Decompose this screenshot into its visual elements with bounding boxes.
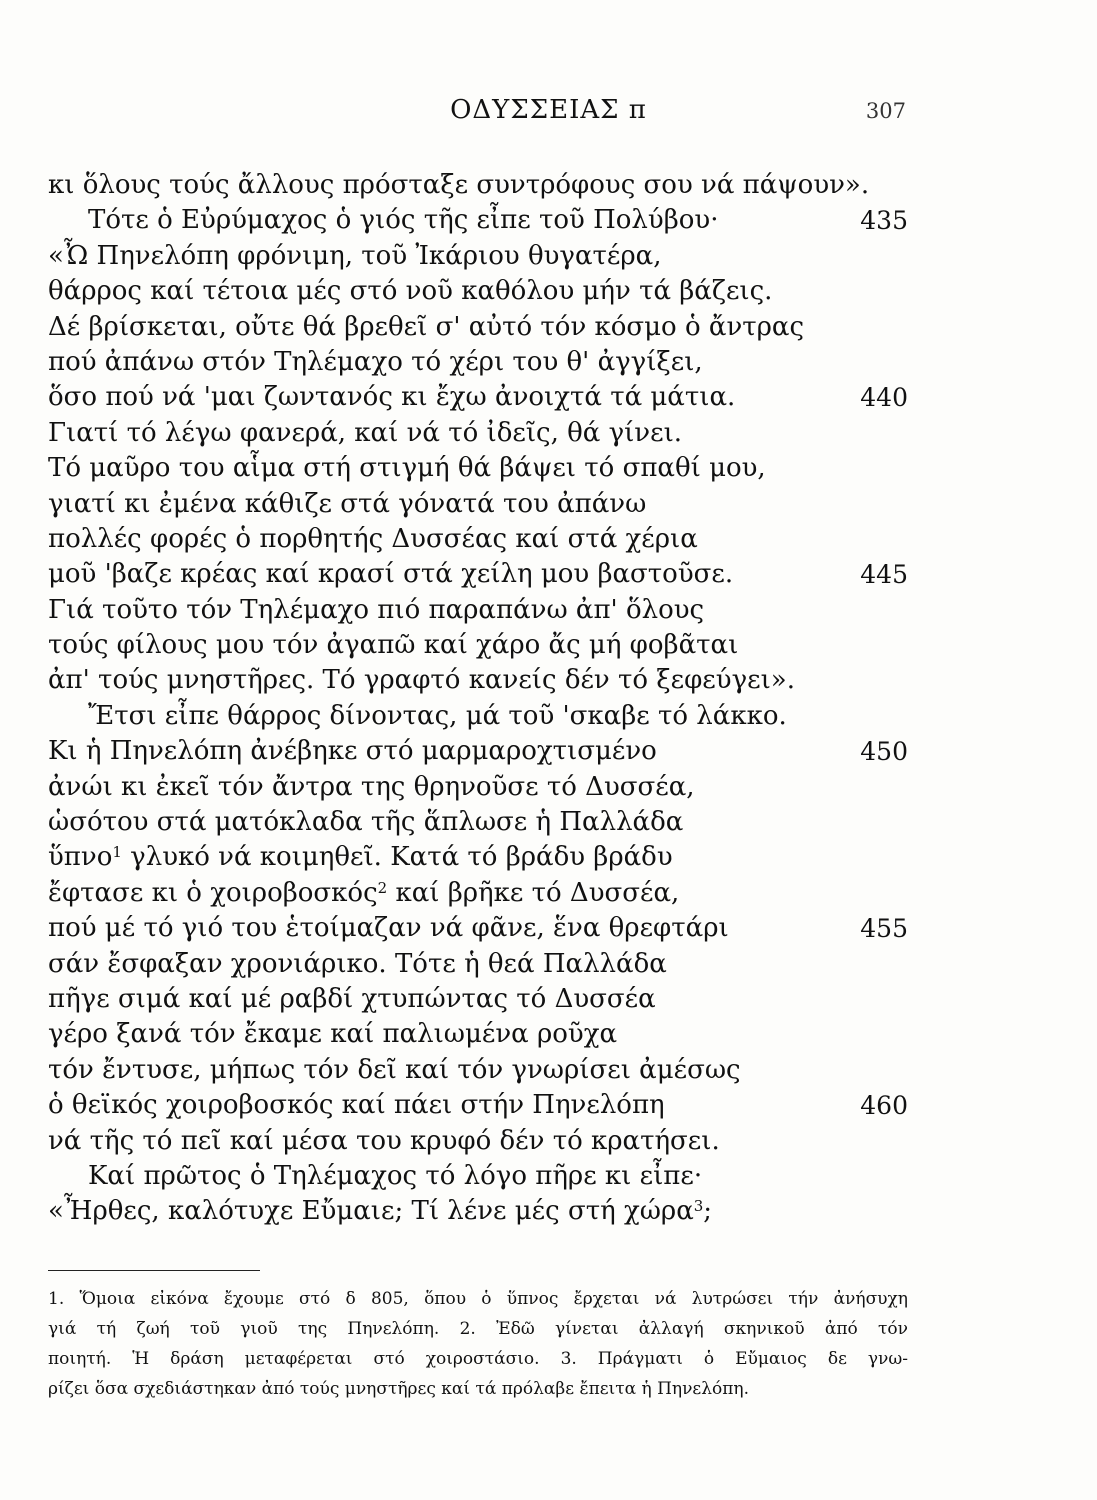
verse-line xyxy=(48,699,908,734)
verse-line xyxy=(48,1159,908,1194)
verse-text-continuation: γλυκό νά κοιμηθεῖ. Κατά τό βράδυ βράδυ xyxy=(121,842,673,873)
verse-text-main: «Ἦρθες, καλότυχε Εὔμαιε; Τί λένε μές στή χώρα xyxy=(48,1196,694,1227)
line-number: 435 xyxy=(860,206,908,236)
verse-line xyxy=(48,628,908,663)
verse-text-main: σάν ἔσφαξαν χρονιάρικο. Τότε ἡ θεά Παλλάδα xyxy=(48,948,667,979)
verse-text xyxy=(48,807,683,837)
verse-text-main: ὡσότου στά ματόκλαδα τῆς ἅπλωσε ἡ Παλλάδα xyxy=(48,807,684,838)
verse-text xyxy=(48,1055,741,1085)
verse-line xyxy=(48,1053,908,1088)
verse-text-main: Γιά τοῦτο τόν Τηλέμαχο πιό παραπάνω ἀπ' ὅλους xyxy=(48,594,705,625)
verse-text xyxy=(48,1196,712,1226)
page-title: ΟΔΥΣΣΕΙΑΣ π xyxy=(450,95,647,125)
line-number: 455 xyxy=(860,914,908,944)
verse-text-main: Καί πρῶτος ὁ Τηλέμαχος τό λόγο πῆρε κι εἶπε· xyxy=(88,1160,703,1191)
verse-line xyxy=(48,451,908,486)
verse-text-main: νά τῆς τό πεῖ καί μέσα του κρυφό δέν τό κρατήσει. xyxy=(48,1125,720,1156)
running-head xyxy=(0,95,1097,131)
verse-text-main: ἀπ' τούς μνηστῆρες. Τό γραφτό κανείς δέν τό ξεφεύγει». xyxy=(48,665,795,696)
footnote-line: ρίζει ὅσα σχεδιάστηκαν ἀπό τούς μνηστῆρες καί τά πρόλαβε ἔπειτα ἡ Πηνελόπη. xyxy=(48,1379,750,1399)
verse-text-main: πού μέ τό γιό του ἑτοίμαζαν νά φᾶνε, ἕνα θρεφτάρι xyxy=(48,913,729,944)
verse-text xyxy=(48,984,656,1014)
verse-line xyxy=(48,380,908,415)
verse-line xyxy=(48,416,908,451)
verse-text xyxy=(48,170,869,200)
verse-text xyxy=(48,276,772,306)
verse-text-main: γέρο ξανά τόν ἔκαμε καί παλιωμένα ροῦχα xyxy=(48,1019,618,1050)
verse-text-main: κι ὅλους τούς ἄλλους πρόσταξε συντρόφους σου νά πάψουν». xyxy=(48,170,870,200)
footnote-marker: 2 xyxy=(377,878,388,897)
verse-line xyxy=(48,770,908,805)
verse-text xyxy=(48,913,729,943)
verse-text-main: Ἔτσι εἶπε θάρρος δίνοντας, μά τοῦ 'σκαβε τό λάκκο. xyxy=(88,700,787,731)
line-number: 460 xyxy=(860,1091,908,1121)
verse-text-main: Δέ βρίσκεται, οὔτε θά βρεθεῖ σ' αὐτό τόν κόσμο ὁ ἄντρας xyxy=(48,311,805,342)
verse-text-main: ὁ θεϊκός χοιροβοσκός καί πάει στήν Πηνελόπη xyxy=(48,1090,665,1121)
verse-text xyxy=(48,524,698,554)
verse-text xyxy=(48,736,657,766)
verse-line xyxy=(48,982,908,1017)
verse-line xyxy=(48,274,908,309)
verse-text xyxy=(48,701,787,731)
verse-text xyxy=(48,1019,617,1049)
footnote-line: 1. Ὅμοια εἰκόνα ἔχουμε στό δ 805, ὅπου ὁ ὕπνος ἔρχεται νά λυτρώσει τήν ἀνήσυχη xyxy=(48,1289,908,1309)
verse-text xyxy=(48,418,682,448)
verse-text xyxy=(48,1126,720,1156)
verse-text xyxy=(48,489,646,519)
footnote-divider xyxy=(48,1270,260,1271)
line-number: 445 xyxy=(860,560,908,590)
verse-text-main: ὕπνο xyxy=(48,842,113,873)
verse-text-main: πού ἀπάνω στόν Τηλέμαχο τό χέρι του θ' ἀγγίξει, xyxy=(48,346,703,377)
verse-text-main: πῆγε σιμά καί μέ ραβδί χτυπώντας τό Δυσσέα xyxy=(48,983,656,1014)
verse-line xyxy=(48,805,908,840)
verse-text xyxy=(48,842,673,872)
verse-line xyxy=(48,203,908,238)
footnotes xyxy=(48,1284,908,1404)
verse-text xyxy=(48,453,766,483)
verse-line xyxy=(48,310,908,345)
footnote-line: ποιητή. Ἡ δράση μεταφέρεται στό χοιροστάσιο. 3. Πράγματι ὁ Εὔμαιος δε γνω- xyxy=(48,1349,908,1369)
footnote-marker: 3 xyxy=(693,1197,704,1216)
verse-line xyxy=(48,1017,908,1052)
verse-text xyxy=(48,878,679,908)
verse-line xyxy=(48,345,908,380)
verse-line xyxy=(48,876,908,911)
verse-text-main: Τό μαῦρο του αἷμα στή στιγμή θά βάψει τό σπαθί μου, xyxy=(48,453,766,484)
verse-line xyxy=(48,1088,908,1123)
verse-text-main: Γιατί τό λέγω φανερά, καί νά τό ἰδεῖς, θά γίνει. xyxy=(48,417,683,448)
verse-text-main: θάρρος καί τέτοια μές στό νοῦ καθόλου μήν τά βάζεις. xyxy=(48,276,773,307)
verse-text xyxy=(48,630,738,660)
verse-text xyxy=(48,312,804,342)
verse-text xyxy=(48,772,695,802)
verse-text xyxy=(48,347,703,377)
verse-text-main: γιατί κι ἐμένα κάθιζε στά γόνατά του ἀπάνω xyxy=(48,488,647,519)
verse-text-main: ἀνώι κι ἐκεῖ τόν ἄντρα της θρηνοῦσε τό Δυσσέα, xyxy=(48,771,695,802)
verse-text xyxy=(48,1090,665,1120)
verse-text-main: Τότε ὁ Εὐρύμαχος ὁ γιός τῆς εἶπε τοῦ Πολύβου· xyxy=(88,205,719,236)
verse-text-main: ἔφτασε κι ὁ χοιροβοσκός xyxy=(48,877,378,908)
verse-text-main: ὅσο πού νά 'μαι ζωντανός κι ἔχω ἀνοιχτά τά μάτια. xyxy=(48,382,736,413)
verse-line xyxy=(48,239,908,274)
verse-line xyxy=(48,557,908,592)
verse-text-main: Κι ἡ Πηνελόπη ἀνέβηκε στό μαρμαροχτισμένο xyxy=(48,736,657,767)
verse-line xyxy=(48,1124,908,1159)
verse-line xyxy=(48,168,908,203)
verse-line xyxy=(48,593,908,628)
verse-text xyxy=(48,241,661,271)
verse-line xyxy=(48,663,908,698)
verse-text-main: τόν ἔντυσε, μήπως τόν δεῖ καί τόν γνωρίσει ἀμέσως xyxy=(48,1054,741,1085)
verse-block xyxy=(48,168,908,1230)
footnote-line: γιά τή ζωή τοῦ γιοῦ της Πηνελόπη. 2. Ἐδῶ γίνεται ἀλλαγή σκηνικοῦ ἀπό τόν xyxy=(48,1319,908,1339)
verse-text-main: πολλές φορές ὁ πορθητής Δυσσέας καί στά χέρια xyxy=(48,523,698,554)
verse-line xyxy=(48,734,908,769)
verse-text xyxy=(48,382,735,412)
line-number: 450 xyxy=(860,737,908,767)
verse-line xyxy=(48,522,908,557)
verse-text-main: τούς φίλους μου τόν ἀγαπῶ καί χάρο ἄς μή φοβᾶται xyxy=(48,630,739,661)
verse-text xyxy=(48,205,718,235)
line-number: 440 xyxy=(860,383,908,413)
verse-text-main: «Ὦ Πηνελόπη φρόνιμη, τοῦ Ἰκάριου θυγατέρα, xyxy=(48,240,662,271)
verse-line xyxy=(48,911,908,946)
verse-line xyxy=(48,487,908,522)
verse-text-main: μοῦ 'βαζε κρέας καί κρασί στά χείλη μου βαστοῦσε. xyxy=(48,559,734,590)
verse-line xyxy=(48,840,908,875)
verse-line xyxy=(48,947,908,982)
verse-text xyxy=(48,949,667,979)
verse-line xyxy=(48,1194,908,1229)
verse-text-continuation: καί βρῆκε τό Δυσσέα, xyxy=(387,877,680,908)
verse-text-continuation: ; xyxy=(703,1196,713,1227)
page-number: 307 xyxy=(865,99,906,123)
verse-text xyxy=(48,665,795,695)
verse-text xyxy=(48,559,733,589)
footnote-marker: 1 xyxy=(112,843,122,862)
verse-text xyxy=(48,1161,702,1191)
verse-text xyxy=(48,595,704,625)
